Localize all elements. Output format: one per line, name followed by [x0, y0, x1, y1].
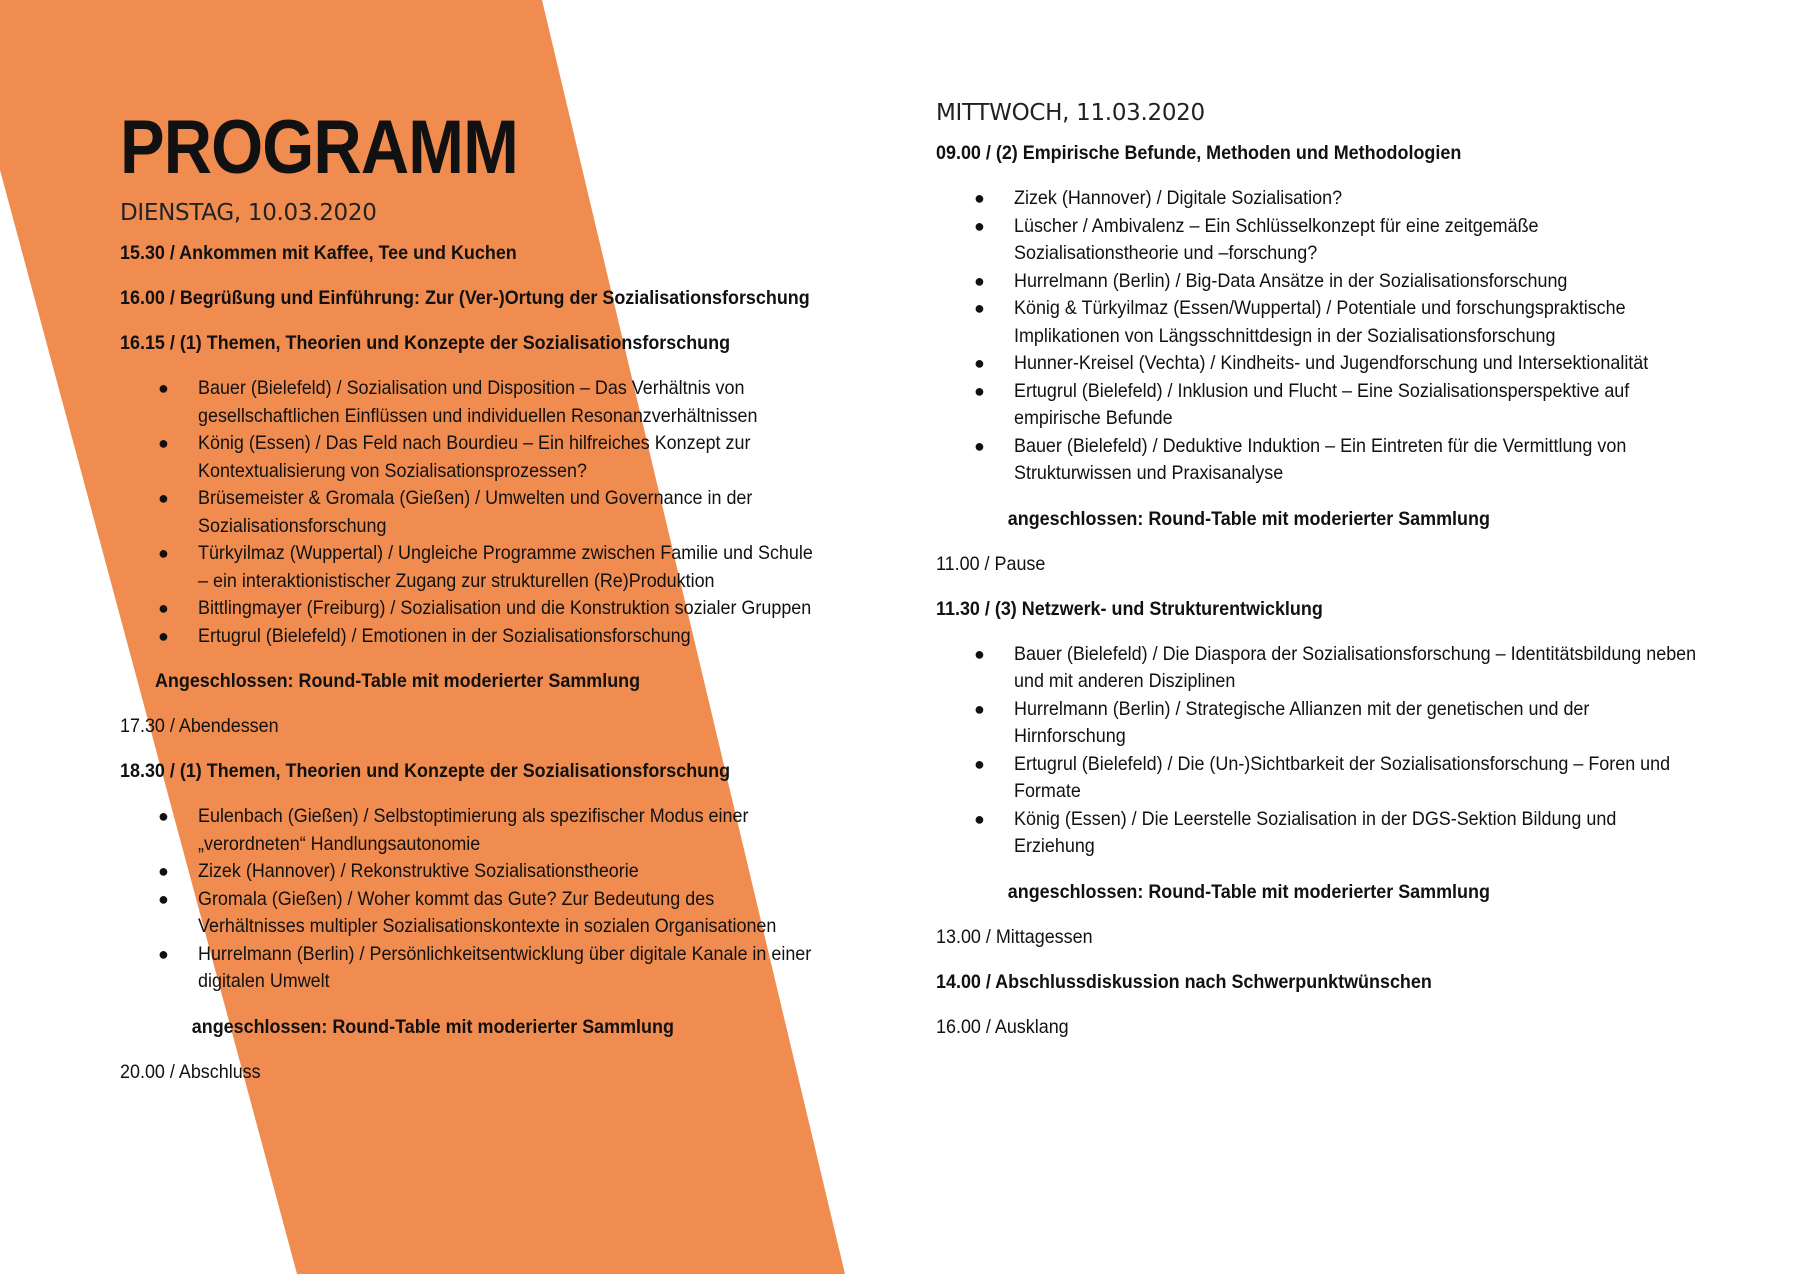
list-item: ● Bauer (Bielefeld) / Sozialisation und Disposition – Das Verhältnis von gesellschaftlichen Einflüssen und individuellen Resonanzverhältnissen	[158, 377, 758, 427]
session-title: 16.15 / (1) Themen, Theorien und Konzepte der Sozialisationsforschung	[120, 332, 731, 354]
day-heading-wednesday: MITTWOCH, 11.03.2020	[936, 100, 1205, 126]
round-table-note: angeschlossen: Round-Table mit moderierter Sammlung	[191, 1015, 674, 1038]
list-item: ● Ertugrul (Bielefeld) / Emotionen in der Sozialisationsforschung	[120, 623, 880, 651]
bullet-icon: ●	[158, 433, 169, 453]
bullet-icon: ●	[158, 598, 169, 618]
list-item: ● Hunner-Kreisel (Vechta) / Kindheits- und Jugendforschung und Intersektionalität	[936, 350, 1756, 378]
agenda-entry-farewell: 16.00 / Ausklang	[936, 1015, 1069, 1038]
agenda-entry-dinner: 17.30 / Abendessen	[120, 715, 279, 737]
list-item: ● Brüsemeister & Gromala (Gießen) / Umwelten und Governance in der Sozialisationsforschung	[158, 487, 753, 537]
talk-list	[120, 803, 880, 996]
bullet-icon: ●	[974, 270, 985, 291]
session-title: 09.00 / (2) Empirische Befunde, Methoden und Methodologien	[936, 142, 1462, 164]
list-item: ● Ertugrul (Bielefeld) / Die (Un-)Sichtbarkeit der Sozialisationsforschung – Foren und Formate	[974, 752, 1671, 802]
session-title: 11.30 / (3) Netzwerk- und Strukturentwicklung	[936, 597, 1323, 620]
bullet-icon: ●	[158, 625, 169, 646]
talk-list	[120, 375, 880, 650]
bullet-icon: ●	[974, 753, 985, 774]
list-item: ● Bittlingmayer (Freiburg) / Sozialisation und die Konstruktion sozialer Gruppen	[120, 595, 880, 623]
list-item: ● Türkyilmaz (Wuppertal) / Ungleiche Programme zwischen Familie und Schule – ein interaktionistischer Zugang zur strukturellen (Re)Produktion	[158, 542, 813, 592]
round-table-note: angeschlossen: Round-Table mit moderierter Sammlung	[1007, 507, 1490, 530]
list-item: ● Hurrelmann (Berlin) / Persönlichkeitsentwicklung über digitale Kanale in einer digitalen Umwelt	[158, 942, 812, 992]
list-item: ● Lüscher / Ambivalenz – Ein Schlüsselkonzept für eine zeitgemäße Sozialisationstheorie und –forschung?	[974, 214, 1539, 264]
bullet-icon: ●	[158, 806, 169, 826]
bullet-icon: ●	[158, 861, 169, 881]
talk-list	[936, 641, 1756, 861]
list-item: ● Hurrelmann (Berlin) / Big-Data Ansätze in der Sozialisationsforschung	[936, 268, 1756, 296]
list-item: ● Bauer (Bielefeld) / Deduktive Induktion – Ein Eintreten für die Vermittlung von Strukturwissen und Praxisanalyse	[974, 434, 1627, 484]
bullet-icon: ●	[158, 888, 169, 909]
agenda-entry-final-discussion: 14.00 / Abschlussdiskussion nach Schwerpunktwünschen	[936, 970, 1432, 993]
list-item: ● Bauer (Bielefeld) / Die Diaspora der Sozialisationsforschung – Identitätsbildung neben und mit anderen Disziplinen	[974, 642, 1697, 692]
list-item: ● Ertugrul (Bielefeld) / Inklusion und Flucht – Eine Sozialisationsperspektive auf empirische Befunde	[974, 379, 1630, 429]
list-item: ● König & Türkyilmaz (Essen/Wuppertal) / Potentiale und forschungspraktische Implikationen von Längsschnittdesign in der Sozialisationsforschung	[974, 297, 1626, 347]
list-item: ● Zizek (Hannover) / Digitale Sozialisation?	[936, 185, 1756, 213]
day-heading-tuesday: DIENSTAG, 10.03.2020	[120, 200, 377, 226]
agenda-entry-break: 11.00 / Pause	[936, 552, 1046, 575]
agenda-entry-lunch: 13.00 / Mittagessen	[936, 925, 1093, 948]
round-table-note: Angeschlossen: Round-Table mit moderierter Sammlung	[154, 670, 641, 692]
list-item: ● König (Essen) / Die Leerstelle Sozialisation in der DGS-Sektion Bildung und Erziehung	[974, 807, 1617, 857]
agenda-entry-welcome: 16.00 / Begrüßung und Einführung: Zur (Ver-)Ortung der Sozialisationsforschung	[120, 287, 810, 309]
day-tuesday-column	[120, 102, 880, 1104]
bullet-icon: ●	[974, 380, 985, 401]
session-title: 18.30 / (1) Themen, Theorien und Konzepte der Sozialisationsforschung	[120, 760, 731, 782]
list-item: ● Hurrelmann (Berlin) / Strategische Allianzen mit der genetischen und der Hirnforschung	[974, 697, 1590, 747]
list-item: ● Zizek (Hannover) / Rekonstruktive Sozialisationstheorie	[120, 858, 880, 886]
bullet-icon: ●	[158, 943, 169, 964]
list-item: ● Eulenbach (Gießen) / Selbstoptimierung als spezifischer Modus einer „verordneten“ Handlungsautonomie	[158, 805, 749, 855]
agenda-entry-arrival: 15.30 / Ankommen mit Kaffee, Tee und Kuchen	[120, 242, 517, 264]
bullet-icon: ●	[974, 643, 985, 664]
page-title: PROGRAMM	[120, 105, 518, 190]
list-item: ● Gromala (Gießen) / Woher kommt das Gute? Zur Bedeutung des Verhältnisses multipler Sozialisationskontexte in sozialen Organisationen	[158, 887, 777, 937]
bullet-icon: ●	[974, 298, 985, 318]
bullet-icon: ●	[974, 215, 985, 236]
bullet-icon: ●	[158, 543, 169, 563]
bullet-icon: ●	[158, 488, 169, 508]
bullet-icon: ●	[974, 698, 985, 719]
bullet-icon: ●	[974, 353, 985, 373]
bullet-icon: ●	[974, 188, 985, 208]
bullet-icon: ●	[974, 435, 985, 456]
day-wednesday-column	[936, 100, 1756, 1059]
list-item: ● König (Essen) / Das Feld nach Bourdieu – Ein hilfreiches Konzept zur Kontextualisierung von Sozialisationsprozessen?	[158, 432, 751, 482]
bullet-icon: ●	[974, 808, 985, 829]
agenda-entry-closing: 20.00 / Abschluss	[120, 1060, 261, 1083]
round-table-note: angeschlossen: Round-Table mit moderierter Sammlung	[1007, 880, 1490, 903]
talk-list	[936, 185, 1756, 488]
bullet-icon: ●	[158, 378, 169, 398]
